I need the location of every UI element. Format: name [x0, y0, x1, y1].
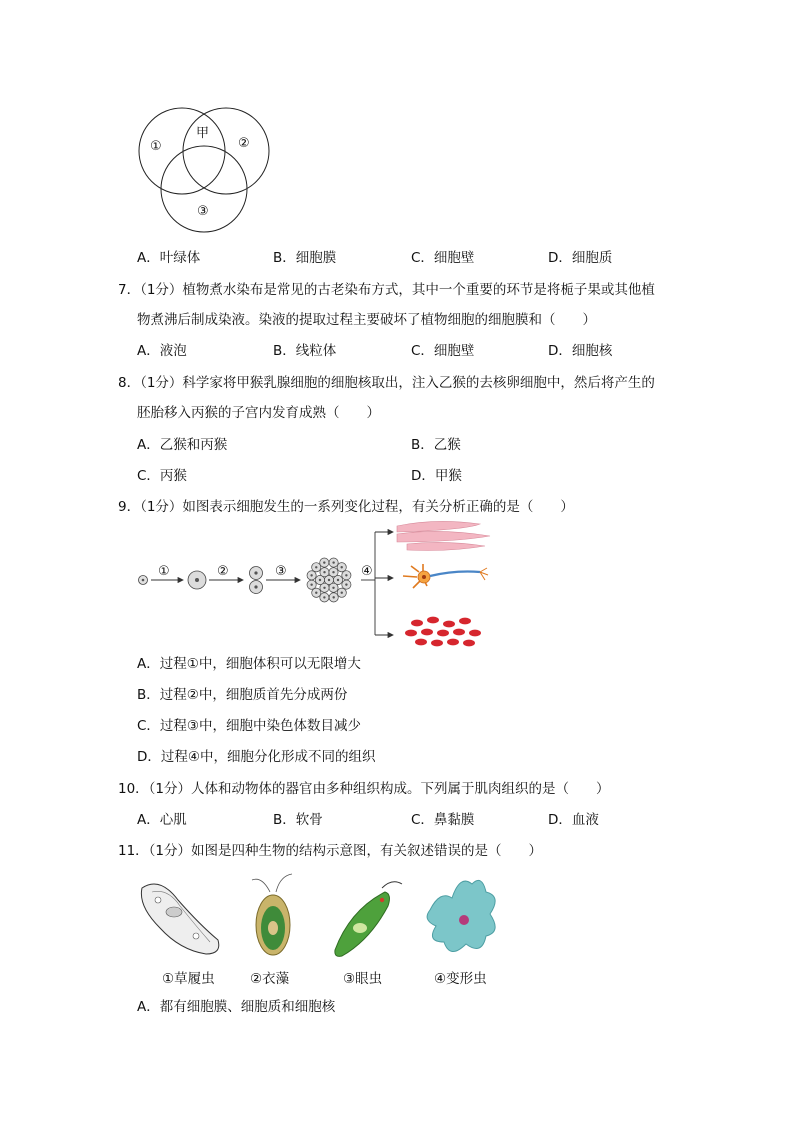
nerve-cell [403, 564, 488, 588]
venn-label-1: ① [150, 139, 162, 154]
venn-circle-2 [183, 108, 269, 194]
red-blood-cell [437, 630, 449, 637]
cluster-cell-nucleus [323, 587, 325, 589]
red-blood-cell [405, 630, 417, 637]
cluster-cell-nucleus [332, 587, 334, 589]
venn-label-2: ② [238, 136, 250, 151]
q8-option-a[interactable]: A．乙猴和丙猴 [137, 437, 228, 453]
q7-stem-line2: 物煮沸后制成染液。染液的提取过程主要破坏了植物细胞的细胞膜和（ ） [137, 312, 596, 328]
cell-process-diagram [135, 520, 495, 645]
cluster-cell-nucleus [315, 566, 317, 568]
cluster-cell-nucleus [341, 566, 343, 568]
q10-option-a[interactable]: A．心肌 [137, 812, 187, 828]
q7-option-d[interactable]: D．细胞核 [548, 343, 613, 359]
q6-option-d[interactable]: D．细胞质 [548, 250, 613, 266]
organism-label-euglena: ③眼虫 [343, 971, 383, 987]
q8-stem-line1: 8．（1分）科学家将甲猴乳腺细胞的细胞核取出，注入乙猴的去核卵细胞中，然后将产生的 [118, 375, 655, 391]
organism-label-amoeba: ④变形虫 [434, 971, 487, 987]
blood-cells [405, 617, 481, 647]
cluster-cell-nucleus [332, 596, 334, 598]
cluster-cell-nucleus [310, 583, 312, 585]
chlamydomonas-illustration [252, 874, 292, 955]
q7-option-c[interactable]: C．细胞壁 [411, 343, 475, 359]
q7-stem-line1: 7．（1分）植物煮水染布是常见的古老染布方式，其中一个重要的环节是将栀子果或其他植 [118, 282, 655, 298]
organisms-figure [130, 870, 510, 965]
cluster-cell-nucleus [332, 561, 334, 563]
q10-option-b[interactable]: B．软骨 [273, 812, 323, 828]
venn-circle-3 [161, 146, 247, 232]
q9-option-c[interactable]: C．过程③中，细胞中染色体数目减少 [137, 718, 362, 734]
q9-option-a[interactable]: A．过程①中，细胞体积可以无限增大 [137, 656, 361, 672]
cell-grown [188, 571, 206, 589]
red-blood-cell [453, 629, 465, 636]
organism-label-chlamydomonas: ②衣藻 [250, 971, 290, 987]
cluster-cell-nucleus [332, 571, 334, 573]
red-blood-cell [469, 630, 481, 637]
cluster-cell-nucleus [345, 583, 347, 585]
process-label-2: ② [217, 564, 229, 579]
q10-stem: 10．（1分）人体和动物体的器官由多种组织构成。下列属于肌肉组织的是（ ） [118, 781, 610, 797]
venn-label-3: ③ [197, 204, 209, 219]
paramecium-illustration [141, 884, 218, 954]
red-blood-cell [463, 640, 475, 647]
cluster-cell-nucleus [323, 571, 325, 573]
red-blood-cell [421, 629, 433, 636]
q9-stem: 9．（1分）如图表示细胞发生的一系列变化过程，有关分析正确的是（ ） [118, 499, 574, 515]
cluster-cell-nucleus [328, 579, 330, 581]
cluster-cell-nucleus [323, 596, 325, 598]
q10-option-d[interactable]: D．血液 [548, 812, 599, 828]
q8-option-d[interactable]: D．甲猴 [411, 468, 462, 484]
venn-diagram [130, 105, 280, 235]
cluster-cell-nucleus [341, 592, 343, 594]
red-blood-cell [411, 620, 423, 627]
venn-label-jia: 甲 [196, 126, 210, 141]
q7-option-b[interactable]: B．线粒体 [273, 343, 337, 359]
red-blood-cell [415, 639, 427, 646]
q10-option-c[interactable]: C．鼻黏膜 [411, 812, 475, 828]
amoeba-illustration [427, 880, 495, 951]
cluster-cell-nucleus [319, 579, 321, 581]
q7-option-a[interactable]: A．液泡 [137, 343, 187, 359]
q11-option-a[interactable]: A．都有细胞膜、细胞质和细胞核 [137, 999, 336, 1015]
q11-stem: 11．（1分）如图是四种生物的结构示意图，有关叙述错误的是（ ） [118, 843, 543, 859]
cells-divided [250, 567, 263, 594]
cluster-cell-nucleus [345, 574, 347, 576]
q6-option-b[interactable]: B．细胞膜 [273, 250, 337, 266]
red-blood-cell [431, 640, 443, 647]
red-blood-cell [447, 639, 459, 646]
cell-small [139, 576, 148, 585]
red-blood-cell [443, 621, 455, 628]
q6-option-a[interactable]: A．叶绿体 [137, 250, 201, 266]
cluster-cell-nucleus [310, 574, 312, 576]
organism-label-paramecium: ①草履虫 [162, 971, 215, 987]
q9-option-d[interactable]: D．过程④中，细胞分化形成不同的组织 [137, 749, 376, 765]
q6-option-c[interactable]: C．细胞壁 [411, 250, 475, 266]
red-blood-cell [427, 617, 439, 624]
process-label-1: ① [158, 564, 170, 579]
q9-option-b[interactable]: B．过程②中，细胞质首先分成两份 [137, 687, 348, 703]
q8-stem-line2: 胚胎移入丙猴的子宫内发育成熟（ ） [137, 405, 380, 421]
muscle-tissue [397, 521, 490, 550]
cluster-cell-nucleus [315, 592, 317, 594]
process-label-3: ③ [275, 564, 287, 579]
process-label-4: ④ [361, 564, 373, 579]
cluster-cell-nucleus [323, 561, 325, 563]
q8-option-c[interactable]: C．丙猴 [137, 468, 187, 484]
cluster-cell-nucleus [337, 579, 339, 581]
euglena-illustration [335, 882, 402, 957]
red-blood-cell [459, 618, 471, 625]
cell-cluster [307, 558, 351, 602]
q8-option-b[interactable]: B．乙猴 [411, 437, 461, 453]
